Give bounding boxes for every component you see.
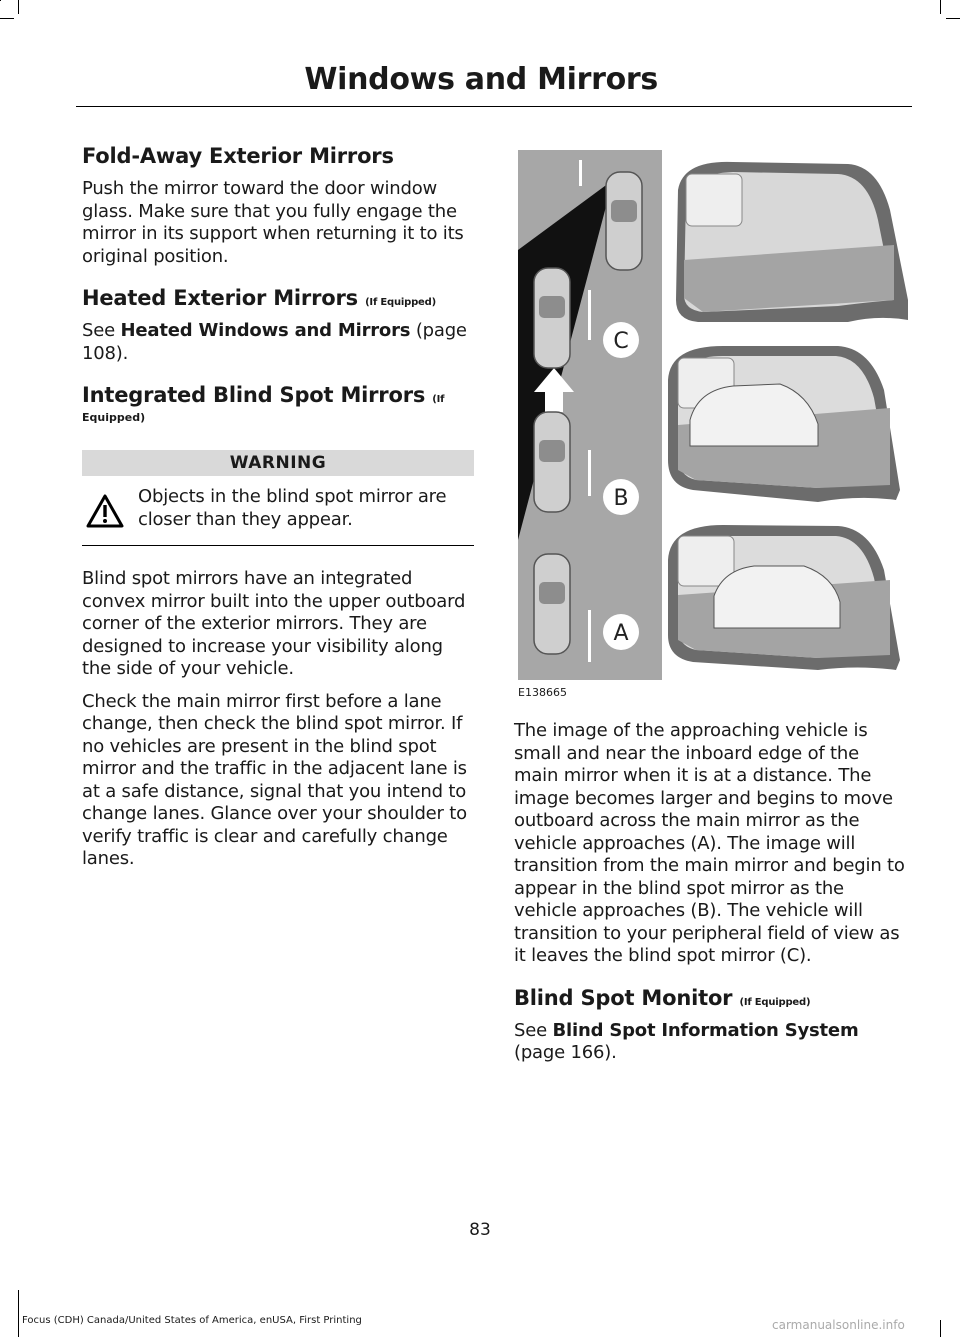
crop-mark-tr-h [946, 18, 960, 19]
blind-spot-qualifier: Equipped) [82, 411, 146, 424]
mirror-a [668, 525, 900, 670]
right-column [514, 720, 908, 1075]
warning-text: Objects in the blind spot mirror are closer than they appear. [138, 486, 447, 530]
header-rule [76, 106, 912, 107]
crop-mark-tl-v [18, 0, 19, 14]
blind-spot-para-1: Blind spot mirrors have an integrated convex mirror built into the upper outboard corner of the exterior mirrors. They are designed to increase your visibility along the side of your vehicle. [82, 568, 466, 679]
monitor-qualifier: (If Equipped) [739, 996, 811, 1008]
crop-mark [0, 0, 1, 1]
monitor-see-ref: See Blind Spot Information System (page 166). [514, 1019, 859, 1063]
fold-away-heading: Fold-Away Exterior Mirrors [82, 144, 394, 168]
footer-text: Focus (CDH) Canada/United States of America, enUSA, First Printing [22, 1315, 362, 1326]
page-header-title: Windows and Mirrors [304, 62, 658, 97]
heated-windows-link[interactable]: Heated Windows and Mirrors [120, 320, 411, 341]
left-column [82, 144, 474, 881]
page-number: 83 [469, 1220, 491, 1240]
warning-label: WARNING [82, 450, 474, 476]
mirror-b [668, 346, 900, 502]
crop-mark-br-v [940, 1320, 941, 1337]
figure-label-c: C [613, 329, 629, 354]
blind-spot-mirror-illustration [518, 150, 908, 680]
approach-text: The image of the approaching vehicle is small and near the inboard edge of the main mirror when it is at a distance. The image becomes larger and begins to move outboard across the main mirror as the vehicle approaches (A). The image will transition from the main mirror and begin to appear in the blind spot mirror as the vehicle approaches (B). The vehicle will transition to your peripheral field of view as it leaves the blind spot mirror (C). [514, 720, 905, 966]
blind-spot-info-link[interactable]: Blind Spot Information System [552, 1019, 859, 1041]
figure-label-a: A [613, 621, 629, 646]
mirror-c [676, 162, 908, 322]
heated-see-ref: See Heated Windows and Mirrors (page 108). [82, 320, 467, 364]
heated-mirrors-heading: Heated Exterior Mirrors (If Equipped) [82, 286, 436, 310]
crop-mark-bl-v [18, 1290, 19, 1337]
figure-code: E138665 [518, 686, 567, 699]
figure-label-b: B [613, 486, 629, 511]
blind-spot-mirrors-heading: Integrated Blind Spot Mirrors (If [82, 383, 445, 407]
warning-box [82, 486, 474, 546]
blind-spot-monitor-heading: Blind Spot Monitor (If Equipped) [514, 985, 811, 1010]
crop-mark-tr-v [940, 0, 941, 14]
fold-away-body: Push the mirror toward the door window glass. Make sure that you fully engage the mirror in its support when returning it to its original position. [82, 178, 464, 267]
watermark: carmanualsonline.info [772, 1318, 905, 1332]
crop-mark-tl-h [0, 18, 14, 19]
warning-triangle-icon [86, 494, 124, 528]
blind-spot-para-2: Check the main mirror first before a lane change, then check the blind spot mirror. If no vehicles are present in the blind spot mirror and the traffic in the adjacent lane is at a safe distance, signal that you intend to change lanes. Glance over your shoulder to verify traffic is clear and carefully change lanes. [82, 690, 467, 869]
heated-qualifier: (If Equipped) [365, 297, 436, 308]
